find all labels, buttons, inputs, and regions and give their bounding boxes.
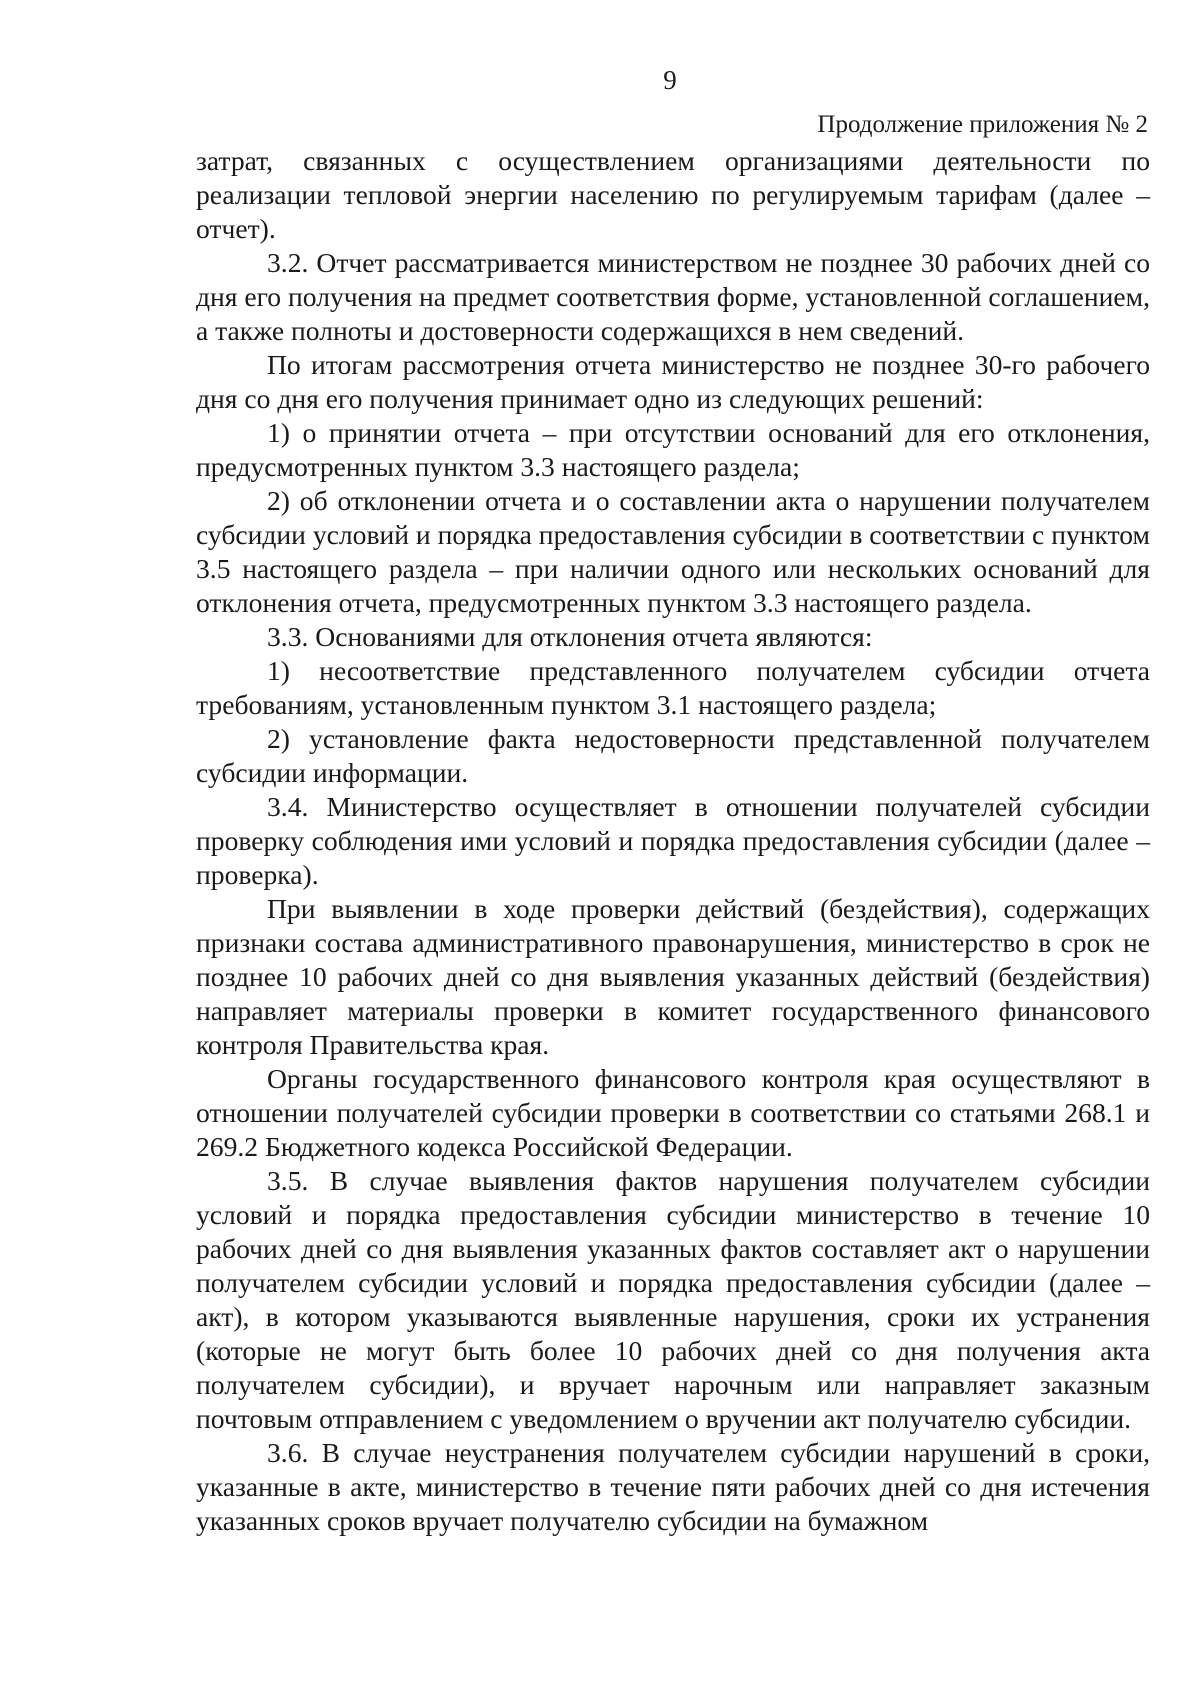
paragraph: При выявлении в ходе проверки действий (бездействия), содержащих признаки состава административного правонарушения, министерство в срок не позднее 10 рабочих дней со дня выявления указанных действий (бездействия) направляет материалы проверки в комитет государственного финансового контроля Правительства края. bbox=[196, 893, 1150, 1060]
list-item: 2) об отклонении отчета и о составлении акта о нарушении получателем субсидии условий и порядка предоставления субсидии в соответствии с пунктом 3.5 настоящего раздела – при наличии одного или нескольких оснований для отклонения отчета, предусмотренных пунктом 3.3 настоящего раздела. bbox=[196, 485, 1151, 618]
document-body bbox=[196, 144, 1150, 1538]
paragraph: 3.4. Министерство осуществляет в отношении получателей субсидии проверку соблюдения ими условий и порядка предоставления субсидии (далее – проверка). bbox=[196, 791, 1150, 890]
paragraph: 3.2. Отчет рассматривается министерством не позднее 30 рабочих дней со дня его получения на предмет соответствия форме, установленной соглашением, а также полноты и достоверности содержащихся в нем сведений. bbox=[196, 247, 1150, 346]
list-item: 2) установление факта недостоверности представленной получателем субсидии информации. bbox=[196, 723, 1150, 788]
paragraph: 3.3. Основаниями для отклонения отчета являются: bbox=[267, 621, 873, 652]
paragraph: 3.5. В случае выявления фактов нарушения получателем субсидии условий и порядка предоставления субсидии министерство в течение 10 рабочих дней со дня выявления указанных фактов составляет акт о нарушении получателем субсидии условий и порядка предоставления субсидии (далее – акт), в котором указываются выявленные нарушения, сроки их устранения (которые не могут быть более 10 рабочих дней со дня получения акта получателем субсидии), и вручает нарочным или направляет заказным почтовым отправлением с уведомлением о вручении акт получателю субсидии. bbox=[196, 1165, 1150, 1434]
page-number: 9 bbox=[663, 65, 677, 95]
paragraph: затрат, связанных с осуществлением организациями деятельности по реализации тепловой энергии населению по регулируемым тарифам (далее – отчет). bbox=[196, 145, 1150, 244]
paragraph: 3.6. В случае неустранения получателем субсидии нарушений в сроки, указанные в акте, министерство в течение пяти рабочих дней со дня истечения указанных сроков вручает получателю субсидии на бумажном bbox=[196, 1437, 1150, 1536]
list-item: 1) несоответствие представленного получателем субсидии отчета требованиям, установленным пунктом 3.1 настоящего раздела; bbox=[196, 655, 1150, 720]
paragraph: По итогам рассмотрения отчета министерство не позднее 30-го рабочего дня со дня его получения принимает одно из следующих решений: bbox=[196, 349, 1150, 414]
list-item: 1) о принятии отчета – при отсутствии оснований для его отклонения, предусмотренных пунктом 3.3 настоящего раздела; bbox=[196, 417, 1150, 482]
paragraph: Органы государственного финансового контроля края осуществляют в отношении получателей субсидии проверки в соответствии со статьями 268.1 и 269.2 Бюджетного кодекса Российской Федерации. bbox=[196, 1063, 1150, 1162]
annex-label: Продолжение приложения № 2 bbox=[817, 111, 1148, 138]
